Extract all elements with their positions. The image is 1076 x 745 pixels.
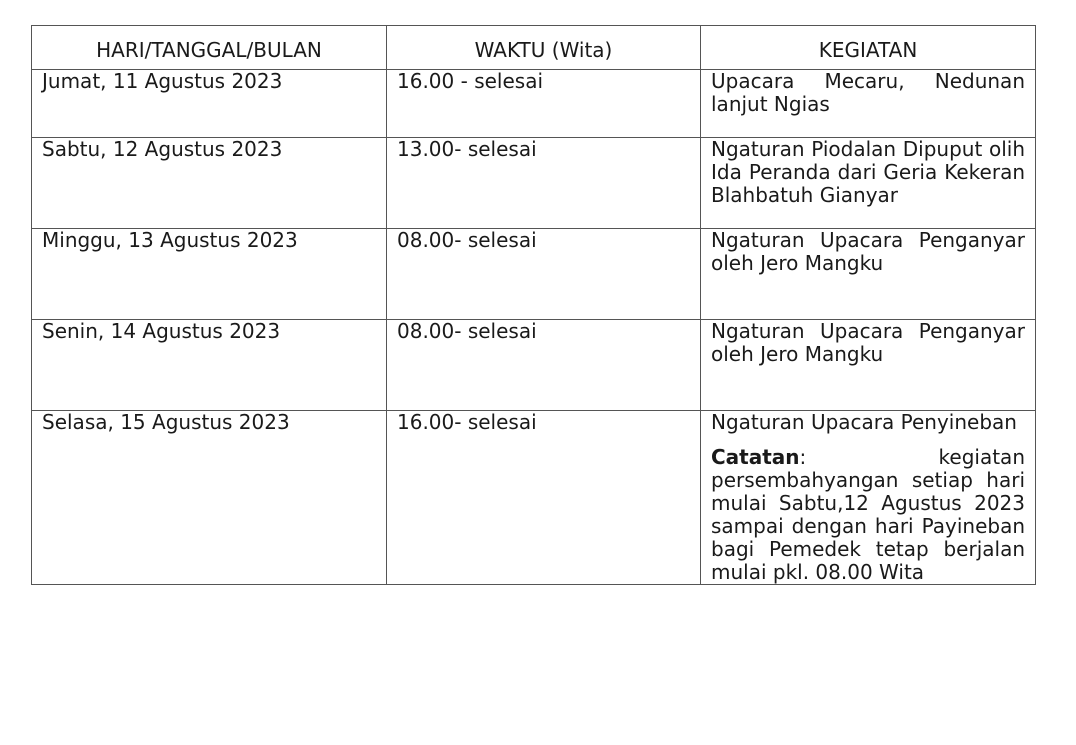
header-activity: KEGIATAN xyxy=(701,26,1036,70)
table-row xyxy=(32,320,1036,411)
activity-cell xyxy=(701,138,1036,229)
table-row xyxy=(32,229,1036,320)
activity-text: Ngaturan Upacara Penganyar oleh Jero Mangku xyxy=(711,228,1025,275)
header-day: HARI/TANGGAL/BULAN xyxy=(32,26,387,70)
schedule-table xyxy=(31,25,1036,585)
time-cell: 16.00- selesai xyxy=(387,411,701,585)
note-paragraph xyxy=(711,446,1025,584)
activity-text: Ngaturan Upacara Penganyar oleh Jero Mangku xyxy=(711,319,1025,366)
activity-text: Upacara Mecaru, Nedunan lanjut Ngias xyxy=(711,69,1025,116)
day-cell: Selasa, 15 Agustus 2023 xyxy=(32,411,387,585)
note-text: : kegiatan persembahyangan setiap hari mulai Sabtu,12 Agustus 2023 sampai dengan hari Payineban bagi Pemedek tetap berjalan mulai pkl. 08.00 Wita xyxy=(711,445,1025,584)
time-cell: 16.00 - selesai xyxy=(387,70,701,138)
table-row xyxy=(32,411,1036,585)
time-cell: 13.00- selesai xyxy=(387,138,701,229)
header-row xyxy=(32,26,1036,70)
activity-cell xyxy=(701,320,1036,411)
time-cell: 08.00- selesai xyxy=(387,229,701,320)
activity-text: Ngaturan Upacara Penyineban xyxy=(711,410,1017,434)
activity-cell xyxy=(701,229,1036,320)
header-time: WAKTU (Wita) xyxy=(387,26,701,70)
day-cell: Jumat, 11 Agustus 2023 xyxy=(32,70,387,138)
day-cell: Minggu, 13 Agustus 2023 xyxy=(32,229,387,320)
table-row xyxy=(32,138,1036,229)
day-cell: Senin, 14 Agustus 2023 xyxy=(32,320,387,411)
time-cell: 08.00- selesai xyxy=(387,320,701,411)
activity-cell xyxy=(701,411,1036,585)
activity-cell xyxy=(701,70,1036,138)
note-label: Catatan xyxy=(711,445,800,469)
day-cell: Sabtu, 12 Agustus 2023 xyxy=(32,138,387,229)
activity-text: Ngaturan Piodalan Dipuput olih Ida Peranda dari Geria Kekeran Blahbatuh Gianyar xyxy=(711,137,1025,207)
table-row xyxy=(32,70,1036,138)
